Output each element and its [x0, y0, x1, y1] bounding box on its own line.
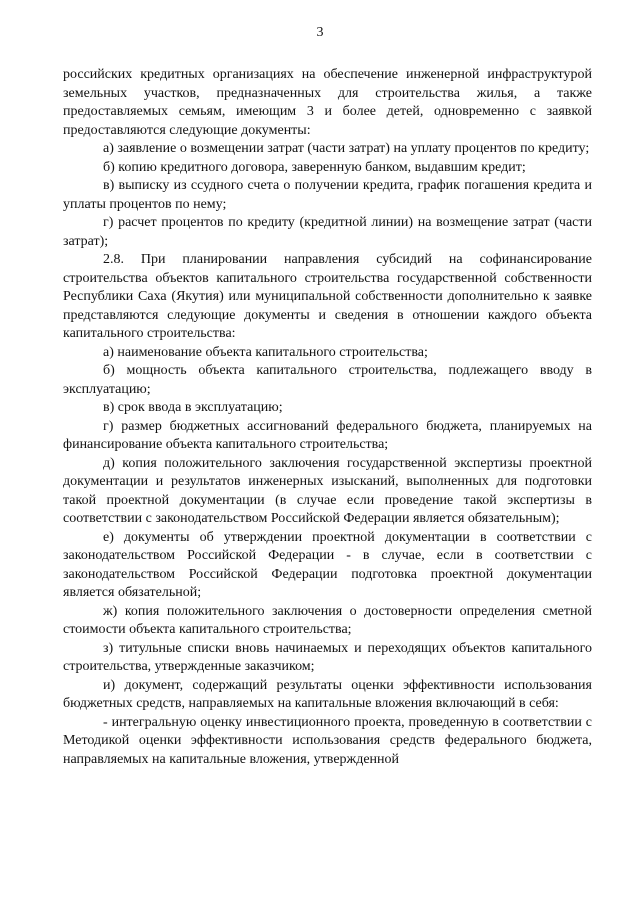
clause-item-a: а) наименование объекта капитального строительства; — [103, 344, 428, 360]
list-item-a: а) заявление о возмещении затрат (части затрат) на уплату процентов по кредиту; — [103, 141, 590, 156]
list-item-b: б) копию кредитного договора, заверенную банком, выдавшим кредит; — [103, 159, 526, 175]
page-number: 3 — [316, 25, 324, 40]
clause-item-b: б) мощность объекта капитального строительства, подлежащего вводу в эксплуатацию; — [63, 363, 592, 397]
clause-item-zh: ж) копия положительного заключения о достоверности определения сметной стоимости объекта капитального строительства; — [63, 603, 592, 637]
sub-item-integral-assessment: - интегральную оценку инвестиционного проекта, проведенную в соответствии с Методикой оценки эффективности использования средств федерального бюджета, направляемых на капитальные вложения, утвержденной — [63, 714, 592, 767]
clause-item-g: г) размер бюджетных ассигнований федерального бюджета, планируемых на финансирование объекта капитального строительства; — [63, 418, 592, 452]
clause-item-v: в) срок ввода в эксплуатацию; — [103, 400, 283, 415]
list-item-v: в) выписку из ссудного счета о получении кредита, график погашения кредита и уплаты процентов по нему; — [63, 178, 592, 212]
clause-item-d: д) копия положительного заключения государственной экспертизы проектной документации и результатов инженерных изысканий, выполненных для подготовки такой проектной документации (в случае если проведение такой экспертизы в соответствии с законодательством Российской Федерации является обязательным); — [63, 455, 592, 526]
page-body — [63, 66, 592, 769]
paragraph-continuation: российских кредитных организациях на обеспечение инженерной инфраструктурой земельных участков, предназначенных для строительства жилья, а также предоставляемых семьям, имеющим 3 и более детей, одновременно с заявкой предоставляются следующие документы: — [63, 67, 592, 138]
clause-2-8: 2.8. При планировании направления субсидий на софинансирование строительства объектов капитального строительства государственной собственности Республики Саха (Якутия) или муниципальной собственности дополнительно к заявке представляются следующие документы и сведения в отношении каждого объекта капитального строительства: — [63, 252, 592, 341]
clause-item-e: е) документы об утверждении проектной документации в соответствии с законодательством Российской Федерации - в случае, если в соответствии с законодательством Российской Федерации подготовка проектной документации является обязательной; — [63, 529, 592, 600]
clause-item-i: и) документ, содержащий результаты оценки эффективности использования бюджетных средств, направляемых на капитальные вложения включающий в себя: — [63, 677, 592, 711]
clause-item-z: з) титульные списки вновь начинаемых и переходящих объектов капитального строительства, утвержденные заказчиком; — [63, 640, 592, 674]
list-item-g: г) расчет процентов по кредиту (кредитной линии) на возмещение затрат (части затрат); — [63, 215, 592, 249]
